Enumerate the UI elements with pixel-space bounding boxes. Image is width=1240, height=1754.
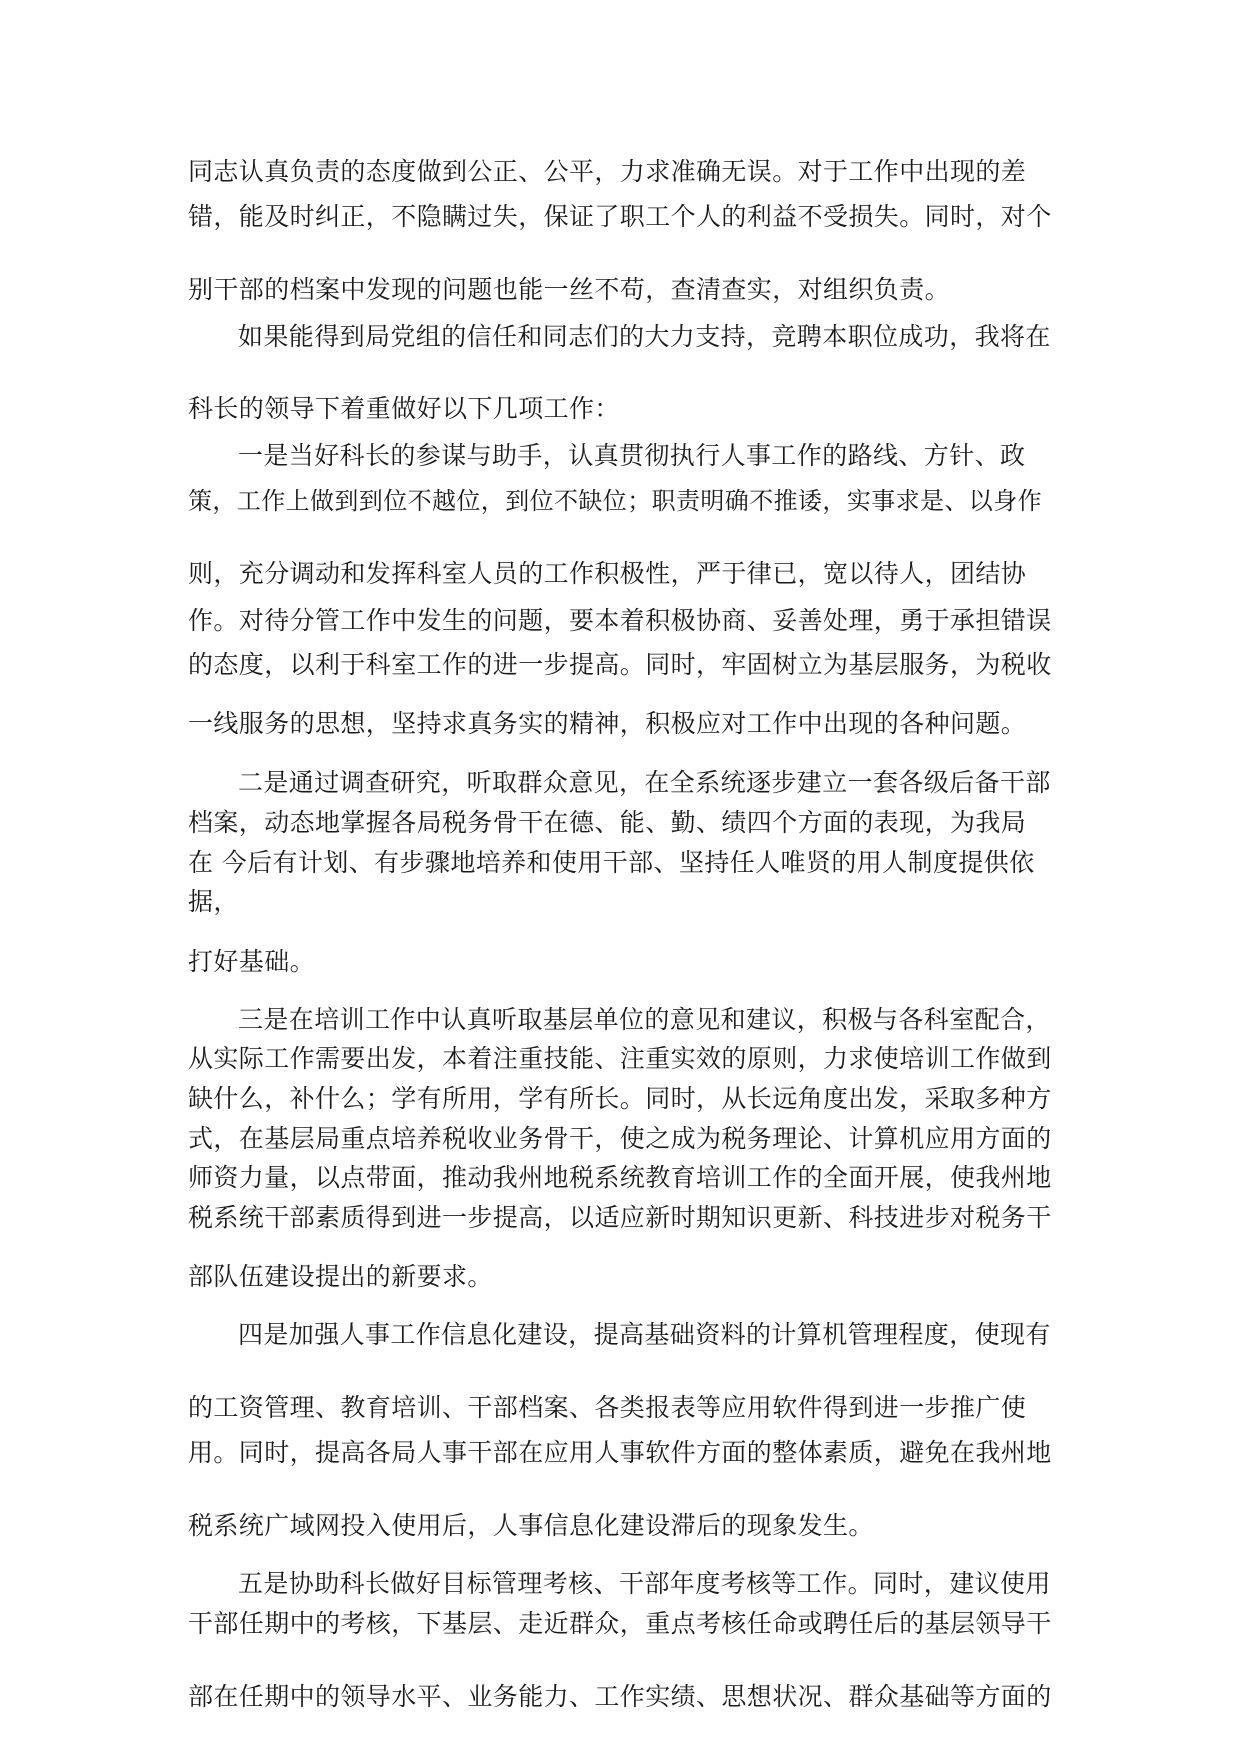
text-line: 作。对待分管工作中发生的问题，要本着积极协商、妥善处理，勇于承担错误 [188,606,1052,635]
text-line: 科长的领导下着重做好以下几项工作： [188,394,620,423]
text-line: 在 今后有计划、有步骤地培养和使用干部、坚持任人唯贤的用人制度提供依 [188,848,1035,877]
text-line: 一线服务的思想，坚持求真务实的精神，积极应对工作中出现的各种问题。 [188,709,1027,738]
text-line: 错，能及时纠正，不隐瞒过失，保证了职工个人的利益不受损失。同时，对个 [188,202,1052,231]
text-line: 档案，动态地掌握各局税务骨干在德、能、勤、绩四个方面的表现，为我局 [188,808,1027,837]
text-line: 部在任期中的领导水平、业务能力、工作实绩、思想状况、群众基础等方面的 [188,1682,1052,1711]
text-line: 据， [188,887,239,916]
text-line: 师资力量，以点带面，推动我州地税系统教育培训工作的全面开展，使我州地 [188,1163,1052,1192]
text-line: 式，在基层局重点培养税收业务骨干，使之成为税务理论、计算机应用方面的 [188,1124,1052,1153]
text-line: 策，工作上做到到位不越位，到位不缺位；职责明确不推诿，实事求是、以身作 [188,487,1042,515]
text-line: 如果能得到局党组的信任和同志们的大力支持，竞聘本职位成功，我将在 [238,322,1051,351]
text-line: 四是加强人事工作信息化建设，提高基础资料的计算机管理程度，使现有 [238,1320,1051,1349]
text-line: 打好基础。 [188,947,316,976]
text-line: 二是通过调查研究，听取群众意见，在全系统逐步建立一套各级后备干部 [238,768,1051,797]
text-line: 三是在培训工作中认真听取基层单位的意见和建议，积极与各科室配合， [238,1005,1051,1034]
text-line: 别干部的档案中发现的问题也能一丝不苟，查清查实，对组织负责。 [188,275,951,304]
text-line: 税系统广域网投入使用后，人事信息化建设滞后的现象发生。 [188,1511,874,1540]
text-line: 则，充分调动和发挥科室人员的工作积极性，严于律已，宽以待人，团结协 [188,559,1027,588]
text-line: 同志认真负责的态度做到公正、公平，力求准确无误。对于工作中出现的差 [188,157,1027,186]
text-line: 部队伍建设提出的新要求。 [188,1262,493,1291]
text-line: 五是协助科长做好目标管理考核、干部年度考核等工作。同时，建议使用 [238,1569,1051,1598]
text-line: 缺什么，补什么；学有所用，学有所长。同时，从长远角度出发，采取多种方 [188,1084,1052,1113]
text-line: 从实际工作需要出发，本着注重技能、注重实效的原则，力求使培训工作做到 [188,1044,1052,1073]
text-line: 一是当好科长的参谋与助手，认真贯彻执行人事工作的路线、方针、政 [238,441,1026,470]
text-line: 用。同时，提高各局人事干部在应用人事软件方面的整体素质，避免在我州地 [188,1438,1052,1467]
text-line: 税系统干部素质得到进一步提高，以适应新时期知识更新、科技进步对税务干 [188,1203,1052,1232]
text-line: 的态度，以利于科室工作的进一步提高。同时，牢固树立为基层服务，为税收 [188,650,1052,679]
text-line: 的工资管理、教育培训、干部档案、各类报表等应用软件得到进一步推广使 [188,1393,1027,1422]
text-line: 干部任期中的考核，下基层、走近群众，重点考核任命或聘任后的基层领导干 [188,1609,1052,1638]
